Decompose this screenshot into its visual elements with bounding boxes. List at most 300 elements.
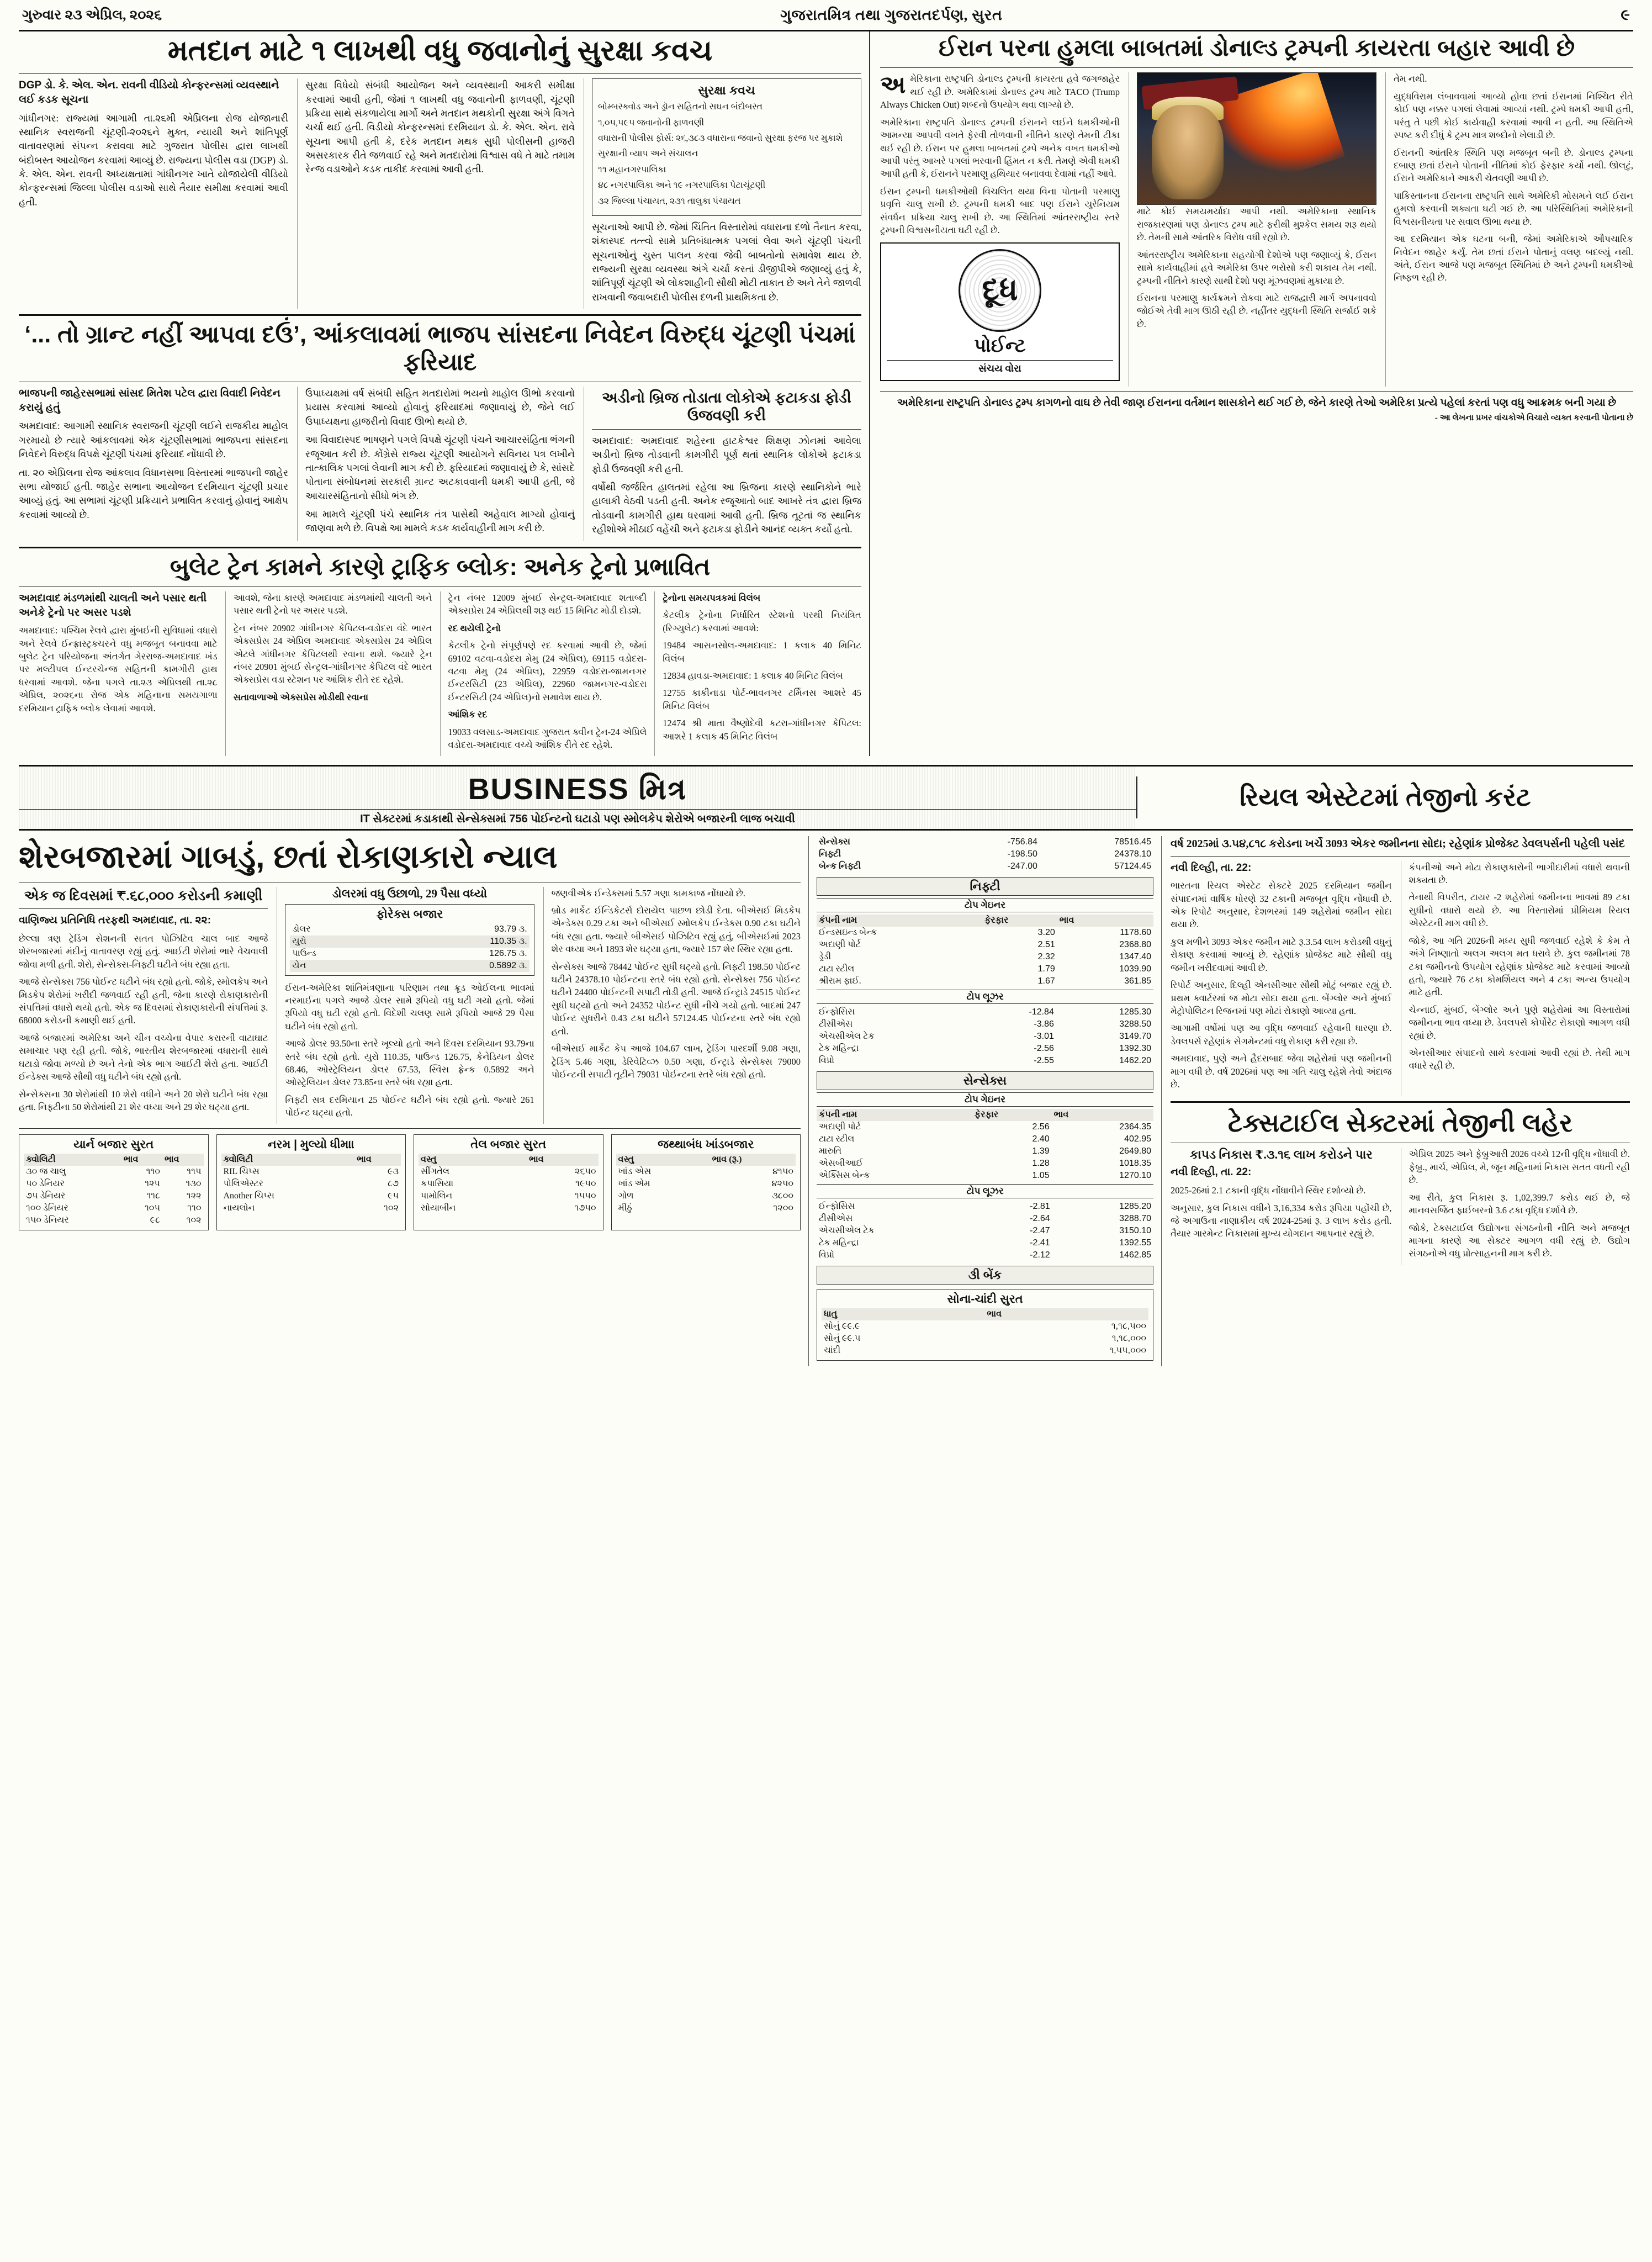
yarn-r4c2: ૧૦૨ [186,1215,202,1225]
sg-n-3: મારુતિ [819,1146,842,1156]
realty-para-2: કુલ મળીને 3093 એકર જમીન માટે રૂ.3.54 લાખ કરોડથી વધુનું રોકાણ કરવામાં આવ્યું છે. રહેણાંક પ્રોજેક્ટ માટે સૌથી વધુ જમીન ખરીદવામાં આવી છે. [1171,936,1392,973]
second-byline: ભાજપની જાહેરસભામાં સાંસદ મિતેશ પટેલ દ્વારા વિવાદી નિવેદન કરાયું હતું [19,388,280,414]
yarn-r0c2: ૧૧૫ [187,1166,202,1176]
lead-col-2 [297,78,575,309]
yarn-table-box [19,1134,209,1230]
gold-r2c0: ચાંદી [824,1345,841,1355]
table-row [419,1166,599,1178]
third-story [19,554,861,756]
chips-table [221,1154,401,1214]
ng-p-5: 361.85 [1124,976,1151,986]
chips-r2c0: Another ચિપ્સ [223,1191,274,1201]
security-line-2: ૧,૦૫,૫૯૫ જવાનોની ફાળવણી [598,118,705,128]
iran-para-2: અમેરિકાના રાષ્ટ્રપતિ ડોનાલ્ડ ટ્રમ્પની ઈરાનને લઈને ધમકીઓની આમન્યા આપવી વખતે ફેરવી તોળવાની નીતિને કારણે તેમની ટીકા થઈ રહી છે. ઈરાન પર હુમલા બાબતમાં ટ્રમ્પે અનેક વખત ધમકીઓ આપી પરંતુ આખરે પગલાં ભરવાની હિંમત ન કરી. તેમણે એવી ધમકી આપી હતી કે, ઈરાનને પરમાણુ હથિયાર બનાવવા દેવામાં નહીં આવે. [880,117,1120,179]
realty-b-para-1: કંપનીઓ અને મોટા રોકાણકારોની ભાગીદારીમાં વધારો થવાની શક્યતા છે. [1409,862,1630,885]
oil-r3c0: સોયાબીન [421,1203,456,1213]
ng-p-4: 1039.90 [1119,964,1151,974]
third-para-3: ટ્રેન નંબર 20902 ગાંધીનગર કેપિટલ-વડોદરા વંદે ભારત એક્સપ્રેસ 24 એપ્રિલ અમદાવાદ એક્સપ્રેસ 24 એપ્રિલ એટલે ગાંધીનગર કેપિટલથી રવાના થશે. જ્યારે ટ્રેન નંબર 20901 મુંબઈ સેન્ટ્રલ-ગાંધીનગર કેપિટલ વંદે ભારત એક્સપ્રેસ વડા સ્ટેશન પર આંશિક રીતે રદ રહેશે. [233,622,432,685]
sensex-losers-title: ટોપ લૂઝર [817,1184,1153,1198]
third-byline: અમદાવાદ મંડળમાંથી ચાલતી અને પસાર થતી અનેકે ટ્રેનો પર અસર પડશે [19,592,207,619]
table-row [817,1055,1153,1067]
sl-p-2: 3150.10 [1119,1225,1151,1235]
second-story [19,321,861,541]
market-col3-para-3: સેન્સેક્સ આજે 78442 પોઈન્ટ સુધી ઘટ્યો હતો. નિફ્ટી 198.50 પોઈન્ટ ઘટીને 24378.10 પોઈન્ટના સ્તરે બંધ રહ્યો હતો. સેન્સેક્સ 756 પોઈન્ટ ઘટીને 24400 પોઈન્ટની સપાટી તોડી હતી. આજે ઈન્ટ્રાડે 24515 પોઈન્ટ સુધી ઘટ્યો હતો અને 24352 પોઈન્ટ સુધી નીચે ગયો હતો. બાદમાં 247 પોઈન્ટ સુધરીને 0.43 ટકા ઘટીને 57124.45 પોઈન્ટના સ્તરે બંધ રહ્યો હતો. [551,961,801,1037]
sensex-gainers-title: ટોપ ગેઇનર [817,1092,1153,1107]
forex-para-2: આજે ડોલર 93.50ના સ્તરે ખૂલ્યો હતો અને દિવસ દરમિયાન 93.79ના સ્તરે બંધ રહ્યો હતો. યુરો 110.35, પાઉન્ડ 126.75, કેનેડિયન ડોલર 68.46, ઓસ્ટ્રેલિયન ડોલર 67.53, સ્વિસ ફ્રેન્ક 0.5892 અને ઓસ્ટ્રેલિયન ડોલર 73.85ના સ્તરે બંધ રહ્યા હતા. [285,1038,534,1088]
business-banner-right [1136,776,1633,818]
market-col-2 [277,887,534,1124]
security-line-3: વધારાની પોલીસ ફોર્સ: ૨૬,૩૮૩ વધારાના જવાનો સુરક્ષા ફરજ પર મુકાશે [598,134,843,144]
business-banner-left [19,767,1136,829]
yarn-r3c2: ૧૧૦ [187,1203,202,1213]
index-name-0: સેન્સેક્સ [819,837,850,847]
forex-table [290,923,529,972]
train4-line-1: કેટલીક ટ્રેનોના નિર્ધારિત સ્ટેશનો પરથી નિયંત્રિત (રિગ્યુલેટ) કરવામાં આવશે: [663,610,861,633]
chips-table-box [216,1134,406,1230]
photo-trump-figure [1152,105,1224,199]
third-headline: બુલેટ ટ્રેન કામને કારણે ટ્રાફિક બ્લોક: અનેક ટ્રેનો પ્રભાવિત [170,553,711,580]
table-row [817,1237,1153,1249]
bridge-para-1: અમદાવાદ: અમદાવાદ શહેરના હાટકેશ્વર શિક્ષણ ઝોનમાં આવેલા અડીનો બ્રિજ તોડવાની કામગીરી પૂર્ણ થતાં સ્થાનિક લોકોએ ફટાકડા ફોડી ઉજવણી કરી હતી. [592,435,861,474]
yarn-r1c1: ૧૨૫ [145,1178,160,1188]
table-row [817,975,1153,987]
table-row [817,1133,1153,1145]
textile-para-4: આ રીતે, કુલ નિકાસ રૂ. 1,02,399.7 કરોડ થઈ છે, જે માનવસર્જિત ફાઈબરનો 3.6 ટકા વૃદ્ધિ દર્શાવે છે. [1409,1192,1630,1216]
table-header-row [817,1109,1153,1121]
yarn-table-title: યાર્ન બજાર સુરત [73,1138,154,1151]
chips-table-title: નરમ | મુલ્યો ધીમાા [267,1138,354,1151]
realty-banner-title: રિયલ એસ્ટેટમાં તેજીનો કરંટ [1240,783,1531,812]
table-row [822,1320,1148,1333]
sg-h-name: કંપની નામ [819,1109,857,1119]
iran-missile-photo [1137,72,1376,205]
ng-h-price: ભાવ [1059,915,1074,925]
iran-c2-para-1: માટે કોઈ સમયમર્યાદા આપી નથી. અમેરિકાના સ્થાનિક રાજકારણમાં પણ ડોનાલ્ડ ટ્રમ્પ માટે ફરીથી મુશ્કેલ સમય શરૂ થયો છે. તેમની સામે આંતરિક વિરોધ વધી રહ્યો છે. [1137,206,1376,243]
oil-table [419,1154,599,1214]
chips-r3c1: ૧૦૨ [384,1203,399,1213]
forex-box [285,904,534,976]
nifty-losers-table [817,1006,1153,1067]
chips-r1c1: ૮૭ [388,1178,399,1188]
nifty-gainers-title: ટોપ ગેઇનર [817,898,1153,912]
textile-byline: નવી દિલ્હી, તા. 22: [1171,1166,1252,1178]
yarn-r3c1: ૧૦૫ [144,1203,160,1213]
lead-col-3 [584,78,861,309]
forex-head: ડોલરમાં વધુ ઉછાળો, 29 પૈસા વધ્યો [332,886,488,900]
yarn-col-2: ભાવ [164,1154,179,1164]
sl-n-1: ટીસીએસ [819,1213,853,1223]
oil-col-0: વસ્તુ [421,1154,437,1164]
ng-h-name: કંપની નામ [819,915,857,925]
nl-p-1: 3288.50 [1119,1019,1151,1029]
sg-n-5: એક્સિસ બેન્ક [819,1170,870,1180]
security-box-title: સુરક્ષા કવચ [698,83,755,98]
table-header-row [616,1154,796,1166]
nl-p-3: 1392.30 [1119,1043,1151,1053]
index-name-1: નિફ્ટી [819,849,841,859]
table-row [419,1178,599,1190]
table-row [817,836,1153,848]
table-row [419,1190,599,1202]
second-para-5: આ મામલે ચૂંટણી પંચે સ્થાનિક તંત્ર પાસેથી અહેવાલ માગ્યો હોવાનું જાણવા મળે છે. વિપક્ષે આ મામલે કડક કાર્યવાહીની માગ કરી છે. [305,509,575,534]
table-row [817,1158,1153,1170]
left-block [19,31,869,756]
third-col-2 [225,591,432,756]
sugar-table-box [611,1134,801,1230]
sg-c-3: 1.39 [1032,1146,1050,1156]
market-kicker: એક જ દિવસમાં ₹.૬૮,૦૦૦ કરોડની કમાણી [19,887,268,910]
sl-c-2: -2.47 [1030,1225,1050,1235]
commodity-tables [19,1134,801,1236]
security-line-6: ૪૮ નગરપાલિકા અને ૧૯ નગરપાલિકા પેટાચૂંટણી [598,181,766,191]
sl-c-0: -2.81 [1030,1201,1050,1211]
textile-para-1: 2025-26માં 2.1 ટકાની વૃદ્ધિ નોંધાવીને સ્થિર દર્શાવ્યો છે. [1171,1185,1366,1196]
chips-col-1: ભાવ [357,1154,372,1164]
gold-r0c0: સોનું ૯૯.૯ [824,1321,860,1331]
sg-c-5: 1.05 [1032,1170,1050,1180]
chips-r0c1: ૯૩ [387,1166,399,1176]
iran-col-2 [1129,72,1376,386]
market-para-2: આજે સેન્સેક્સ 756 પોઈન્ટ ઘટીને બંધ રહ્યો હતો. જોકે, સ્મોલકેપ અને મિડકેપ શેરોમાં ખરીદી જળવાઈ રહી હતી, જેના કારણે રોકાણકારોની સંપત્તિમાં વધારો થયો હતો. એક જ દિવસમાં રોકાણકારોની સંપત્તિમાં રૂ. 68000 કરોડની કમાણી થઈ હતી. [19,976,268,1026]
textile-para-2: અનુસાર, કુલ નિકાસ વધીને 3,16,334 કરોડ રૂપિયા પહોંચી છે, જે અગાઉના નાણાકીય વર્ષ 2024-25માં રૂ. 3 લાખ કરોડ હતી. તૈયાર ગારમેન્ટ નિકાસમાં મુખ્ય યોગદાન આપનાર રહ્યું છે. [1171,1202,1392,1239]
realty-para-4: આગામી વર્ષોમાં પણ આ વૃદ્ધિ જળવાઈ રહેવાની ધારણા છે. ડેવલપર્સ રહેણાંક સેગમેન્ટમાં વધુ રોકાણ કરી રહ્યા છે. [1171,1023,1392,1047]
realty-column [1162,836,1630,1366]
iran-c3-para-1: તેમ નથી. [1394,73,1427,84]
nl-c-2: -3.01 [1034,1031,1054,1041]
ng-c-4: 1.79 [1037,964,1055,974]
sl-c-1: -2.64 [1030,1213,1050,1223]
market-col-3 [543,887,801,1124]
forex-name-0: ડોલર [292,924,311,934]
yarn-r4c0: ૧૫૦ ડેનિયર [26,1215,69,1225]
business-banner [19,765,1633,831]
second-para-1: અમદાવાદ: આગામી સ્થાનિક સ્વરાજની ચૂંટણી લઈને રાજકીય માહોલ ગરમાયો છે ત્યારે આંકલાવમાં એક ચૂંટણીસભામાં ભાજપના સાંસદના નિવેદને વિરુદ્ધ વિપક્ષે ચૂંટણી પંચમાં ફરિયાદ નોંધાવી છે. [19,420,288,460]
yarn-r2c0: ૭૫ ડેનિયર [26,1191,66,1201]
sg-n-1: અદાણી પોર્ટ [819,1122,861,1132]
oil-r1c1: ૧૯૫૦ [575,1178,596,1188]
train3-line-3: 19033 વલસાડ-અમદાવાદ ગુજરાત ક્વીન ટ્રેન-24 એપ્રિલે વડોદરા-અમદાવાદ વચ્ચે આંશિક રીતે રદ રહેશે. [448,726,647,751]
market-col2-extra: નિફ્ટી સત્ર દરમિયાન 25 પોઈન્ટ ઘટીને બંધ રહ્યો હતો. જ્યારે 261 પોઈન્ટ ઘટ્યા હતો. [285,1094,534,1118]
gold-table [822,1308,1148,1357]
table-row [419,1202,599,1214]
table-row [817,1043,1153,1055]
masthead-title: ગુજરાતમિત્ર તથા ગુજરાતદર્પણ, સુરત [780,7,1003,23]
ng-h-chg: ફેરફાર [984,915,1009,925]
chips-r1c0: પોલિએસ્ટર [223,1178,263,1188]
second-para-4: આ વિવાદાસ્પદ ભાષણને પગલે વિપક્ષે ચૂંટણી પંચને આચારસંહિતા ભંગની રજૂઆત કરી છે. કોંગ્રેસે રાજ્ય ચૂંટણી આયોગને સવિનય પત્ર લખીને તાત્કાલિક પગલાં લેવાની માગ કરી છે. ફરિયાદમાં જણાવાયું છે કે, સાંસદે પોતાના સંબોધનમાં સરકારી ગ્રાન્ટ અટકાવવાની ધમકી આપી હતી, જે આચારસંહિતાનો સીધો ભંગ છે. [305,434,575,501]
bridge-para-2: વર્ષોથી જર્જરિત હાલતમાં રહેલા આ બ્રિજના કારણે સ્થાનિકોને ભારે હાલાકી વેઠવી પડતી હતી. અનેક રજૂઆતો બાદ આખરે તંત્ર દ્વારા બ્રિજ તોડવાની કામગીરી હાથ ધરવામાં આવી હતી. બ્રિજ તૂટતાં જ સ્થાનિક રહીશોએ મીઠાઈ વહેંચી અને ફટાકડા ફોડીને આનંદ વ્યક્ત કર્યો હતો. [592,482,861,535]
index-chg-2: -247.00 [1007,861,1037,871]
table-row [817,1121,1153,1133]
ng-n-2: અદાણી પોર્ટ [819,939,861,949]
security-line-5: ૧૧ મહાનગરપાલિકા [598,165,666,175]
textile-para-3: એપ્રિલ 2025 અને ફેબ્રુઆરી 2026 વચ્ચે 12ની વૃદ્ધિ નોંધાવી છે. ફેબ્રુ., માર્ચ, એપ્રિલ, મે, જૂન મહિનામાં નિકાસ સતત વધતી રહી છે. [1409,1149,1630,1186]
yarn-col-0: ક્વોલિટી [26,1154,56,1164]
table-row [817,927,1153,939]
index-summary-table [817,836,1153,873]
table-row [221,1190,401,1202]
table-row [616,1166,796,1178]
yarn-table [24,1154,204,1227]
yarn-r0c1: ૧૧૦ [146,1166,160,1176]
yarn-r1c0: ૫૦ ડેનિયર [26,1178,65,1188]
train4-line-3: 12834 હાવડા-અમદાવાદ: 1 કલાક 40 મિનિટ વિલંબ [663,670,843,681]
ng-c-2: 2.51 [1037,939,1055,949]
ng-n-4: ટાટા સ્ટીલ [819,964,855,974]
nifty-section-title: નિફ્ટી [817,877,1153,896]
lead-para-1: ગાંધીનગર: રાજ્યમાં આગામી તા.૨૬મી એપ્રિલના રોજ યોજાનારી સ્થાનિક સ્વરાજની ચૂંટણી-૨૦૨૬ને મુક્ત, ન્યાયી અને શાંતિપૂર્ણ વાતાવરણમાં સંપન્ન કરાવવા માટે ગુજરાત પોલીસ દ્વારા લાખથી બંદોબસ્ત આયોજન કરવામાં આવ્યું છે. રાજ્યના પોલીસ વડા (DGP) ડો. કે. એલ. એન. રાવની અધ્યક્ષતામાં ગાંધીનગર ખાતે યોજાયેલી વીડિયો કોન્ફરન્સમાં જિલ્લા પોલીસ વડાઓ સાથે તૈયાર સમીક્ષા કરવામાં આવી હતી. [19,112,288,208]
oil-r1c0: કપાસિયા [421,1178,454,1188]
sl-c-3: -2.41 [1030,1238,1050,1248]
ng-c-5: 1.67 [1037,976,1055,986]
sensex-gainers-table [817,1109,1153,1182]
index-val-1: 24378.10 [1114,849,1151,859]
third-col-4 [654,591,861,756]
ng-n-3: ડ્રેડી [819,952,832,961]
nl-p-2: 3149.70 [1119,1031,1151,1041]
sg-h-chg: ફેરફાર [974,1109,999,1119]
sl-n-2: એચસીએલ ટેક [819,1225,875,1235]
table-header-row [419,1154,599,1166]
third-col-1 [19,591,218,756]
nl-n-2: એચસીએલ ટેક [819,1031,875,1041]
sg-c-4: 1.28 [1032,1158,1050,1168]
sg-h-price: ભાવ [1053,1109,1069,1119]
table-row [817,848,1153,860]
forex-name-2: પાઉન્ડ [292,948,316,958]
nifty-gainers-table [817,915,1153,987]
realty-b-para-2: તેનાથી વિપરીત, ટાયર -2 શહેરોમાં જમીનના ભાવમાં 89 ટકા સુધીનો વધારો થયો છે. આ વિસ્તારોમાં પ્રીમિયમ રિયલ એસ્ટેટની માગ વધી છે. [1409,892,1630,929]
table-row [817,1030,1153,1043]
oil-col-1: ભાવ [529,1154,544,1164]
sg-p-3: 2649.80 [1119,1146,1151,1156]
iran-c3-para-3: ઈરાનની આંતરિક સ્થિતિ પણ મજબૂત બની છે. ડોનાલ્ડ ટ્રમ્પના દબાણ છતાં ઈરાને પોતાની નીતિમાં કોઈ ફેરફાર કર્યો નથી. ઊલટું, ઈરાને અમેરિકાને આકરી ચેતવણી આપી છે. [1394,147,1633,184]
table-row [616,1190,796,1202]
security-line-7: ૩૨ જિલ્લા પંચાયત, ૨૩૧ તાલુકા પંચાયત [598,196,741,206]
table-row [290,923,529,936]
iran-photo-caption: અમેરિકાના રાષ્ટ્રપતિ ડોનાલ્ડ ટ્રમ્પ કાગળનો વાઘ છે તેવી જાણ ઈરાનના વર્તમાન શાસકોને થઈ ગઈ છે, જેને કારણે તેઓ અમેરિકા પ્રત્યે પહેલાં કરતાં પણ વધુ આક્રમક બની ગયા છે [897,397,1617,409]
lead-byline: DGP ડો. કે. એલ. એન. રાવની વીડિયો કોન્ફરન્સમાં વ્યવસ્થાને લઈ કડક સૂચના [19,80,279,105]
market-para-1: છેલ્લા ત્રણ ટ્રેડિંગ સેશનની સતત પોઝિટિવ ચાલ બાદ આજે શેરબજારમાં મંદીનું વાતાવરણ રહ્યું હતું. આઈટી શેરોમાં ભારે વેચવાલી જોવા મળી હતી. શેરો, સેન્સેક્સ-નિફ્ટી ઘટીને બંધ રહ્યા હતા. [19,933,268,970]
sg-p-2: 402.95 [1124,1134,1151,1144]
realty-lead: વર્ષ 2025માં ૩.૫૪,૮૧૮ કરોડના ખર્ચે 3093 એકર જમીનના સોદા; રહેણાંક પ્રોજેક્ટ ડેવલપર્સની પહેલી પસંદ [1171,836,1630,857]
iran-para-3: ઈરાન ટ્રમ્પની ધમકીઓથી વિચલિત થયા વિના પોતાની પરમાણુ પ્રવૃત્તિ ચાલુ રાખી છે. ટ્રમ્પની ધમકી બાદ પણ ઈરાને યુરેનિયમ સંવર્ધન પ્રક્રિયા ચાલુ રાખી છે. આ સ્થિતિમાં આંતરરાષ્ટ્રીય સ્તરે ટ્રમ્પની વિશ્વસનીયતા ઘટી રહી છે. [880,186,1120,236]
iran-c3-para-2: યુદ્ધવિરામ લંબાવવામાં આવ્યો હોવા છતાં ઈરાનમાં નિશ્ચિત રીતે કોઈ પણ નક્કર પગલાં લેવામાં આવ્યાં નથી. ટ્રમ્પે ધમકી આપી હતી, પરંતુ તે પછી કોઈ કાર્યવાહી કરવામાં આવી ન હતી. આ સ્થિતિએ સ્પષ્ટ કરી દીધું કે ટ્રમ્પ માત્ર શબ્દોનો ખેલાડી છે. [1394,91,1633,141]
chips-r2c1: ૯૫ [388,1191,399,1201]
index-chg-1: -198.50 [1007,849,1037,859]
table-row [24,1166,204,1178]
chips-r3c0: નાયલોન [223,1203,255,1213]
train4-line-5: 12474 શ્રી માતા વૈષ્ણોદેવી કટરા-ગાંધીનગર કેપિટલ: આશરે 1 કલાક 45 મિનિટ વિલંબ [663,718,861,742]
dudh-point-logo [880,242,1120,381]
lead-headline: મતદાન માટે ૧ લાખથી વધુ જવાનોનું સુરક્ષા કવચ [167,35,713,67]
gold-col-1: ભાવ [987,1309,1002,1319]
sugar-r1c1: ૪૨૫૦ [771,1178,793,1188]
forex-title: ફોરેક્સ બજાર [376,907,443,921]
sugar-r3c1: ૧૨૦૦ [773,1203,793,1213]
gold-r2c1: ૧,૫૫,૦૦૦ [1109,1345,1146,1355]
realty-b-para-3: જોકે, આ ગતિ 2026ની મધ્ય સુધી જળવાઈ રહેશે કે કેમ તે અંગે નિષ્ણાતો અલગ અલગ મત ધરાવે છે. કુલ જમીનમાં 78 ટકા જમીનનો ઉપયોગ રહેણાંક પ્રોજેક્ટ માટે કરવામાં આવ્યો હતો, જ્યારે 76 ટકા કોમર્શિયલ અને 4 ટકા અન્ય ઉપયોગ માટે હતી. [1409,935,1630,998]
realty-para-3: રિપોર્ટ અનુસાર, દિલ્હી એનસીઆર સૌથી મોટું બજાર રહ્યું છે. પ્રથમ ક્વાર્ટરમાં જ મોટા સોદા થયા હતા. બેંગ્લોર અને મુંબઈ મેટ્રોપોલિટન રિજનમાં પણ મોટાં રોકાણો આવ્યા હતા. [1171,980,1392,1017]
table-row [290,948,529,960]
second-para-3: ઉપાધ્યક્ષમાં વર્ષ સંબંધી સહિત મતદારોમાં ભયનો માહોલ ઊભો કરવાનો પ્રયાસ કરવામાં આવ્યો હોવાનું ફરિયાદમાં જણાવાયું છે, જેને લઈ ઉપાધ્યક્ષના હાજરીનો વિવાદ ઊભો થયો છે. [305,388,575,427]
market-para-3: આજે બજારમાં અમેરિકા અને ચીન વચ્ચેના વેપાર કરારની વાટાઘાટ સમાચાર પણ રહી હતી. જોકે, ભારતીય શેરબજારમાં વધારાની સાથે ઘટાડો જોવા મળ્યો છે અને તેનો એક ભાગ આઈટી શેરો હતા. આઈટી ઈન્ડેક્સ આજે સૌથી વધુ ઘટીને બંધ રહ્યો હતો. [19,1032,268,1082]
iran-c3-para-4: પાકિસ્તાનના ઈરાનના રાષ્ટ્રપતિ સાથે અમેરિકી મોસમને લઈ ઈરાન હુમલો કરવાની શક્યતા ઘટી ગઈ છે. આ પરિસ્થિતિમાં અમેરિકાની વિશ્વસનીયતા પર સવાલ ઊભા થયા છે. [1394,190,1633,227]
sl-p-0: 1285.20 [1119,1201,1151,1211]
logo-ring-text: દૂધ [982,273,1018,307]
sl-p-4: 1462.85 [1119,1250,1151,1260]
nl-c-0: -12.84 [1029,1007,1054,1017]
train3-line-1: ટ્રેન નંબર 12009 મુંબઈ સેન્ટ્રલ-અમદાવાદ શતાબ્દી એક્સપ્રેસ 24 એપ્રિલથી શરૂ થઈ 15 મિનિટ મોડી દોડશે. [448,592,647,616]
sugar-col-1: ભાવ (રૂ.) [712,1154,742,1164]
sl-n-3: ટેક મહિન્દ્રા [819,1238,859,1248]
realty-byline: નવી દિલ્હી, તા. 22: [1171,862,1252,874]
sl-c-4: -2.12 [1030,1250,1050,1260]
nl-n-4: વિપ્રો [819,1055,834,1065]
masthead-page-number: ૯ [1621,7,1630,24]
index-chg-0: -756.84 [1007,837,1037,847]
index-val-2: 57124.45 [1114,861,1151,871]
bottom-area [19,836,1633,1366]
lead-col-1 [19,78,288,309]
textile-col-2 [1401,1148,1630,1264]
textile-col-1 [1171,1148,1392,1264]
sugar-col-0: વસ્તુ [618,1154,634,1164]
iran-c2-para-3: ઈરાનના પરમાણુ કાર્યક્રમને રોકવા માટે રાજદ્વારી માર્ગ અપનાવવો જોઈએ તેવી માગ ઊઠી રહી છે. નહીંતર યુદ્ધની સ્થિતિ સર્જાઈ શકે છે. [1137,292,1376,329]
market-headline: શેરબજારમાં ગાબડું, છતાં રોકાણકારો ન્યાલ [19,838,558,875]
security-line-1: બોમ્બસ્ક્વોડ અને ડ્રૉન સહિતનો સઘન બંદોબસ્ત [598,102,763,112]
train4-line-4: 12755 કાકીનાડા પોર્ટ-ભાવનગર ટર્મિનસ આશરે 45 મિનિટ વિલંબ [663,688,861,711]
yarn-r2c1: ૧૧૮ [146,1191,160,1201]
table-row [817,1170,1153,1182]
table-row [817,1145,1153,1158]
table-row [817,1201,1153,1213]
realty-b-para-4: ચેન્નાઈ, મુંબઈ, બેંગ્લોર અને પુણે શહેરોમાં આ વિસ્તારોમાં જમીનના ભાવ વધ્યા છે. ડેવલપર્સ કોર્પોરેટ રોકાણો આગળ વધી રહ્યાં છે. [1409,1004,1630,1041]
table-row [24,1214,204,1227]
table-row [221,1166,401,1178]
nl-p-4: 1462.20 [1119,1055,1151,1065]
oil-r3c1: ૧૭૫૦ [574,1203,596,1213]
ng-c-3: 2.32 [1037,952,1055,961]
nl-n-3: ટેક મહિન્દ્રા [819,1043,859,1053]
realty-col-2 [1401,861,1630,1096]
ng-n-5: શ્રીરામ ફાઈ. [819,976,861,986]
logo-ring-icon [959,249,1041,332]
table-row [817,1006,1153,1018]
sugar-r2c0: ગોળ [618,1191,634,1201]
realty-b-para-5: એનસીઆર સંપાદનો સાથે કરવામાં આવી રહ્યાં છે. તેથી માગ વધારે રહી છે. [1409,1048,1630,1071]
lead-para-3: સૂચનાઓ આપી છે. જેમાં ચિંતિત વિસ્તારોમાં વધારાના દળો તૈનાત કરવા, શંકાસ્પદ તત્ત્વો સામે પ્રતિબંધાત્મક પગલાં લેવા અને ચૂંટણી પંચની સૂચનાઓનું ચુસ્ત પાલન કરવા જેવી બાબતોનો સમાવેશ થાય છે. રાજ્યની સુરક્ષા વ્યવસ્થા અંગે ચર્ચા કરતાં ડીજીપીએ જણાવ્યું હતું કે, શાંતિપૂર્ણ ચૂંટણી એ લોકશાહીની સૌથી મોટી તાકાત છે અને તેને જાળવી રાખવાની જવાબદારી પોલીસ દળની પ્રાથમિકતા છે. [592,221,861,303]
ng-n-1: ઈન્ડસઇન્ડ બેન્ક [819,927,877,937]
yarn-r1c2: ૧૩૦ [186,1178,202,1188]
table-row [616,1202,796,1214]
table-row [817,951,1153,963]
oil-table-box [414,1134,603,1230]
gold-r1c1: ૧,૧૮,૦૦૦ [1111,1333,1146,1343]
table-row [817,939,1153,951]
table-row [817,1018,1153,1030]
iran-c3-para-5: આ દરમિયાન એક ઘટના બની, જેમાં અમેરિકાએ ઔપચારિક નિવેદન જાહેર કર્યું. તેમ છતાં ઈરાને પોતાનું વલણ બદલ્યું નથી. અંતે, ઈરાન આજે પણ મજબૂત સ્થિતિમાં છે અને ટ્રમ્પની ધમકીઓ નિષ્ફળ રહી છે. [1394,234,1633,283]
table-row [817,1249,1153,1261]
nifty-losers-title: ટોપ લૂઝર [817,990,1153,1004]
sg-p-5: 1270.10 [1119,1170,1151,1180]
textile-kicker: કાપડ નિકાસ ₹.૩.૧૬ લાખ કરોડને પાર [1189,1148,1373,1162]
forex-value-0: 93.79 ૩. [494,924,527,934]
sugar-r0c1: ૪૧૫૦ [772,1166,793,1176]
table-row [817,963,1153,975]
yarn-col-1: ભાવ [123,1154,139,1164]
iran-para-1: મેરિકાના રાષ્ટ્રપતિ ડોનાલ્ડ ટ્રમ્પની કાયરતા હવે જગજાહેર થઈ રહી છે. અમેરિકામાં ડોનાલ્ડ ટ્રમ્પ માટે TACO (Trump Always Chicken Out) શબ્દનો ઉપયોગ થવા લાગ્યો છે. [880,73,1120,110]
textile-para-5: જોકે, ટેક્સટાઈલ ઉદ્યોગના સંગઠનોની નીતિ અને મજબૂત માગના કારણે આ સેક્ટર આગળ વધી રહ્યું છે. ઉદ્યોગ સંગઠનોએ વધુ પ્રોત્સાહનની માગ કરી છે. [1409,1222,1630,1259]
table-row [290,960,529,972]
realty-col-1 [1171,861,1392,1096]
gold-r1c0: સોનું ૯૯.૫ [824,1333,861,1343]
train4-subhead: ટ્રેનોના સમયપત્રકમાં વિલંબ [663,592,761,603]
iran-headline: ઈરાન પરના હુમલા બાબતમાં ડોનાલ્ડ ટ્રમ્પની કાયરતા બહાર આવી છે [938,35,1575,61]
logo-author: સંચય વોરા [887,360,1113,374]
table-header-row [24,1154,204,1166]
sg-c-1: 2.56 [1032,1122,1050,1132]
sugar-r1c0: ખાંડ એમ [618,1178,650,1188]
sl-n-0: ઈન્ફોસિસ [819,1201,855,1211]
lead-story [19,35,861,309]
second-col-3 [584,387,861,541]
yarn-r3c0: ૧૦૦ ડેનિયર [26,1203,68,1213]
table-row [221,1178,401,1190]
realty-para-5: અમદાવાદ, પુણે અને હૈદરાબાદ જેવા શહેરોમાં પણ જમીનની માગ વધી છે. વર્ષ 2026માં પણ આ ગતિ ચાલુ રહેશે તેવો અંદાજ છે. [1171,1053,1392,1090]
masthead-date: ગુરુવાર ૨૩ એપ્રિલ, ૨૦૨૬ [22,8,162,23]
logo-name: પોઈન્ટ [974,335,1026,356]
textile-headline: ટેક્સટાઈલ સેક્ટરમાં તેજીની લહેર [1228,1108,1572,1137]
table-row [616,1178,796,1190]
forex-value-3: 0.5892 ૩. [489,960,527,970]
table-header-row [822,1308,1148,1320]
iran-article [869,31,1633,756]
market-story [19,836,808,1366]
iran-col-3 [1385,72,1633,386]
forex-value-2: 126.75 ૩. [489,948,527,958]
nl-c-1: -3.86 [1034,1019,1054,1029]
gold-r0c1: ૧,૧૮,૫૦૦ [1111,1321,1146,1331]
ng-p-2: 2368.80 [1119,939,1151,949]
second-headline: ‘... તો ગ્રાન્ટ નહીં આપવા દઉં’, આંકલાવમાં ભાજપ સાંસદના નિવેદન વિરુદ્ધ ચૂંટણી પંચમાં ફરિયાદ [24,321,856,376]
sg-n-4: એસબીઆઈ [819,1158,863,1168]
market-byline: વાણિજ્ય પ્રતિનિધિ તરફથી અમદાવાદ, તા. ૨૨: [19,915,211,927]
table-row [817,1225,1153,1237]
forex-name-1: યુરો [292,936,306,946]
market-col3-para-2: બ્રોડ માર્કેટ ઈન્ડિકેટર્સ દોરાયેલ પાછળ છોડી દેતા. બીએસઈ મિડકેપ એન્ડેક્સ 0.29 ટકા અને બીએસઈ સ્મોલકેપ ઈન્ડેક્સ 0.90 ટકા ઘટીને બંધ રહ્યા હતા. જ્યારે બીએસઈ પોઝિટિવ રહ્યું હતું, બીએસઈમાં 2023 શેર વધ્યા અને 1893 શેર ઘટ્યા હતા, જ્યારે 157 શેર સ્થિર રહ્યા હતા. [551,905,801,955]
table-header-row [221,1154,401,1166]
masthead [19,0,1633,31]
train3-line-2: કેટલીક ટ્રેનો સંપૂર્ણપણે રદ કરવામાં આવી છે, જેમાં 69102 વટવા-વડોદરા મેમુ (24 એપ્રિલ), 69115 વડોદરા-વટવા મેમુ (24 એપ્રિલ), 22959 વડોદરા-જામનગર ઈન્ટરસિટી (23 એપ્રિલ), 22960 જામનગર-વડોદરા ઈન્ટરસિટી (24 એપ્રિલ)નો સમાવેશ થાય છે. [448,640,647,702]
indices-column [808,836,1162,1366]
security-shield-box [592,78,861,216]
table-row [221,1202,401,1214]
top-area [19,31,1633,756]
sg-p-4: 1018.35 [1119,1158,1151,1168]
index-val-0: 78516.45 [1114,837,1151,847]
sugar-r2c1: ૩૮૦૦ [772,1191,793,1201]
gold-silver-box [817,1289,1153,1361]
third-footer-note: સતાવાળાઓ એક્સપ્રેસ મોડીથી રવાના [233,691,369,702]
gold-col-0: ધાતુ [824,1309,838,1319]
third-para-1: અમદાવાદ: પશ્ચિમ રેલવે દ્વારા મુંબઈની સુવિધામાં વધારો અને રેલવે ઈન્ફ્રાસ્ટ્રક્ચરને વધુ મજબૂત બનાવવા માટે બુલેટ ટ્રેન પરિયોજના અંતર્ગત ગેરરાજ-અમદાવાદ ખંડ પર મલ્ટીપલ ઈન્ટરચેન્જ સહિતની કામગીરી હાથ ધરવામાં આવશે. જેના પગલે તા.૨૩ એપ્રિલથી તા.૨૮ એપ્રિલ, ૨૦૨૬ના રોજ એક મહિનાના સમયગાળા દરમિયાન ટ્રાફિક બ્લોક લેવામાં આવશે. [19,625,218,714]
oil-table-title: તેલ બજાર સુરત [470,1138,547,1151]
ng-p-3: 1347.40 [1119,952,1151,961]
sensex-section-title: સેન્સેક્સ [817,1071,1153,1090]
nl-c-3: -2.56 [1034,1043,1054,1053]
sugar-r0c0: ખાંડ એસ [618,1166,652,1176]
